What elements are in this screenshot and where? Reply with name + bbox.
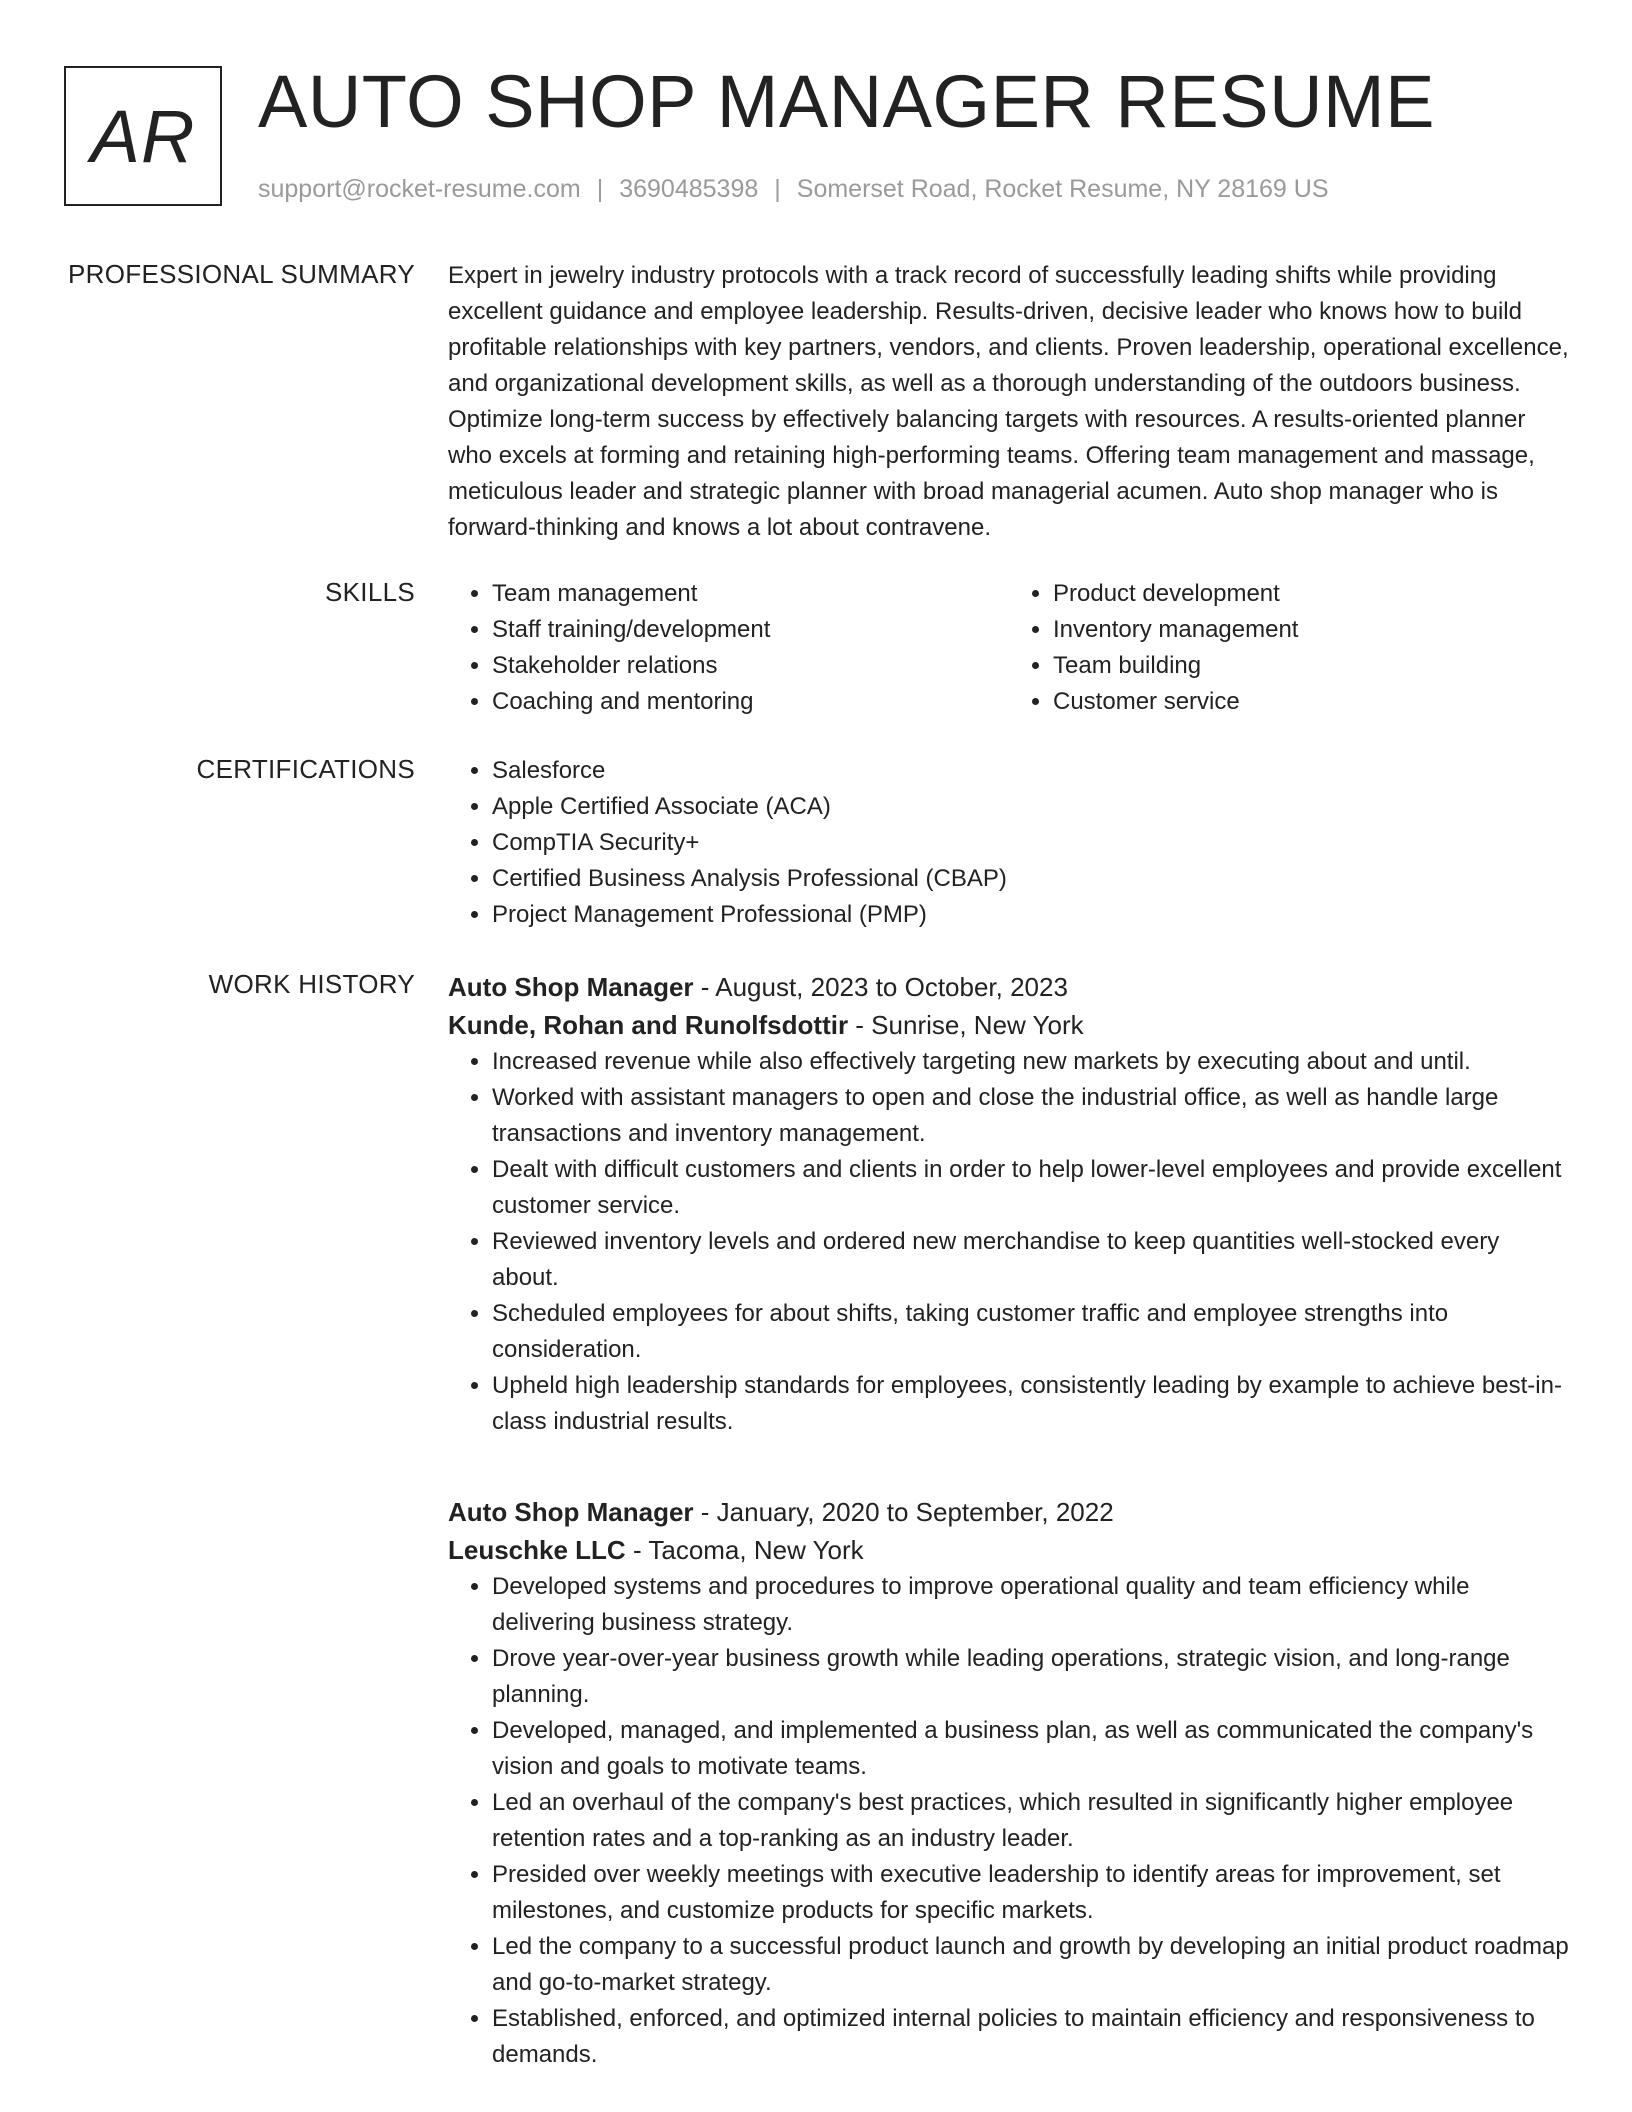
job-entry bbox=[448, 968, 1570, 1440]
section-label-certifications: CERTIFICATIONS bbox=[196, 754, 415, 784]
job-bullet: • Reviewed inventory levels and ordered new merchandise to keep quantities well-stocked every about. bbox=[492, 1224, 1570, 1296]
skill-item: • Coaching and mentoring bbox=[492, 684, 1009, 720]
certification-item: • CompTIA Security+ bbox=[492, 825, 1570, 861]
job-bullet: • Developed, managed, and implemented a business plan, as well as communicated the company's vision and goals to motivate teams. bbox=[492, 1713, 1570, 1785]
section-label-skills: SKILLS bbox=[325, 577, 415, 607]
job-bullet: • Led the company to a successful product launch and growth by developing an initial product roadmap and go-to-market strategy. bbox=[492, 1929, 1570, 2001]
contact-email: support@rocket-resume.com bbox=[258, 175, 581, 203]
skill-item: • Team building bbox=[1053, 648, 1570, 684]
job-company-line bbox=[448, 1531, 1570, 1569]
skills-list-left bbox=[448, 576, 1009, 720]
contact-separator: | bbox=[774, 175, 781, 203]
summary-body bbox=[448, 258, 1570, 546]
skill-item: • Stakeholder relations bbox=[492, 648, 1009, 684]
skill-item: • Inventory management bbox=[1053, 612, 1570, 648]
certifications-list bbox=[448, 753, 1570, 933]
job-dates: - August, 2023 to October, 2023 bbox=[693, 972, 1068, 1002]
job-title-line bbox=[448, 968, 1570, 1006]
skill-item: • Team management bbox=[492, 576, 1009, 612]
skills-list-right bbox=[1009, 576, 1570, 720]
job-bullets bbox=[448, 1569, 1570, 2073]
job-title: Auto Shop Manager bbox=[448, 1497, 694, 1527]
contact-address: Somerset Road, Rocket Resume, NY 28169 US bbox=[796, 175, 1329, 203]
skill-item: • Customer service bbox=[1053, 684, 1570, 720]
skills-columns bbox=[448, 576, 1570, 720]
job-bullet: • Presided over weekly meetings with executive leadership to identify areas for improvement, set milestones, and customize products for specific markets. bbox=[492, 1857, 1570, 1929]
job-bullet: • Scheduled employees for about shifts, taking customer traffic and employee strengths into consideration. bbox=[492, 1296, 1570, 1368]
job-bullet: • Dealt with difficult customers and clients in order to help lower-level employees and provide excellent customer service. bbox=[492, 1152, 1570, 1224]
job-bullet: • Increased revenue while also effectively targeting new markets by executing about and until. bbox=[492, 1044, 1570, 1080]
monogram-badge: AR bbox=[64, 66, 222, 206]
skill-item: • Product development bbox=[1053, 576, 1570, 612]
certification-item: • Certified Business Analysis Professional (CBAP) bbox=[492, 861, 1570, 897]
job-bullet: • Upheld high leadership standards for employees, consistently leading by example to achieve best-in-class industrial results. bbox=[492, 1368, 1570, 1440]
resume-title: AUTO SHOP MANAGER RESUME bbox=[258, 60, 1436, 143]
job-bullet: • Worked with assistant managers to open and close the industrial office, as well as handle large transactions and inventory management. bbox=[492, 1080, 1570, 1152]
skill-item: • Staff training/development bbox=[492, 612, 1009, 648]
job-bullet: • Developed systems and procedures to improve operational quality and team efficiency while delivering business strategy. bbox=[492, 1569, 1570, 1641]
job-title-line bbox=[448, 1493, 1570, 1531]
certification-item: • Salesforce bbox=[492, 753, 1570, 789]
section-label-summary: PROFESSIONAL SUMMARY bbox=[68, 259, 415, 289]
job-bullet: • Established, enforced, and optimized internal policies to maintain efficiency and responsiveness to demands. bbox=[492, 2001, 1570, 2073]
contact-phone: 3690485398 bbox=[619, 175, 759, 203]
contact-separator: | bbox=[596, 175, 604, 203]
skills-body bbox=[448, 576, 1570, 720]
job-bullets bbox=[448, 1044, 1570, 1440]
contact-line bbox=[258, 174, 1329, 204]
certification-item: • Apple Certified Associate (ACA) bbox=[492, 789, 1570, 825]
job-bullet: • Led an overhaul of the company's best practices, which resulted in significantly higher employee retention rates and a top-ranking as an industry leader. bbox=[492, 1785, 1570, 1857]
job-company: Kunde, Rohan and Runolfsdottir bbox=[448, 1010, 849, 1040]
resume-header bbox=[64, 60, 1568, 216]
job-location: - Sunrise, New York bbox=[848, 1010, 1084, 1040]
job-bullet: • Drove year-over-year business growth while leading operations, strategic vision, and long-range planning. bbox=[492, 1641, 1570, 1713]
section-label-work-history: WORK HISTORY bbox=[208, 969, 415, 999]
summary-text: Expert in jewelry industry protocols with a track record of successfully leading shifts while providing excellent guidance and employee leadership. Results-driven, decisive leader who knows how to build profitable relationships with key partners, vendors, and clients. Proven leadership, operational excellence, and organizational development skills, as well as a thorough understanding of the outdoors business. Optimize long-term success by effectively balancing targets with resources. A results-oriented planner who excels at forming and retaining high-performing teams. Offering team management and massage, meticulous leader and strategic planner with broad managerial acumen. Auto shop manager who is forward-thinking and knows a lot about contravene. bbox=[448, 262, 1569, 541]
certifications-body bbox=[448, 753, 1570, 933]
job-entry bbox=[448, 1493, 1570, 2073]
job-dates: - January, 2020 to September, 2022 bbox=[693, 1497, 1114, 1527]
certification-item: • Project Management Professional (PMP) bbox=[492, 897, 1570, 933]
job-company: Leuschke LLC bbox=[448, 1535, 626, 1565]
job-title: Auto Shop Manager bbox=[448, 972, 694, 1002]
job-location: - Tacoma, New York bbox=[625, 1535, 864, 1565]
job-company-line bbox=[448, 1006, 1570, 1044]
